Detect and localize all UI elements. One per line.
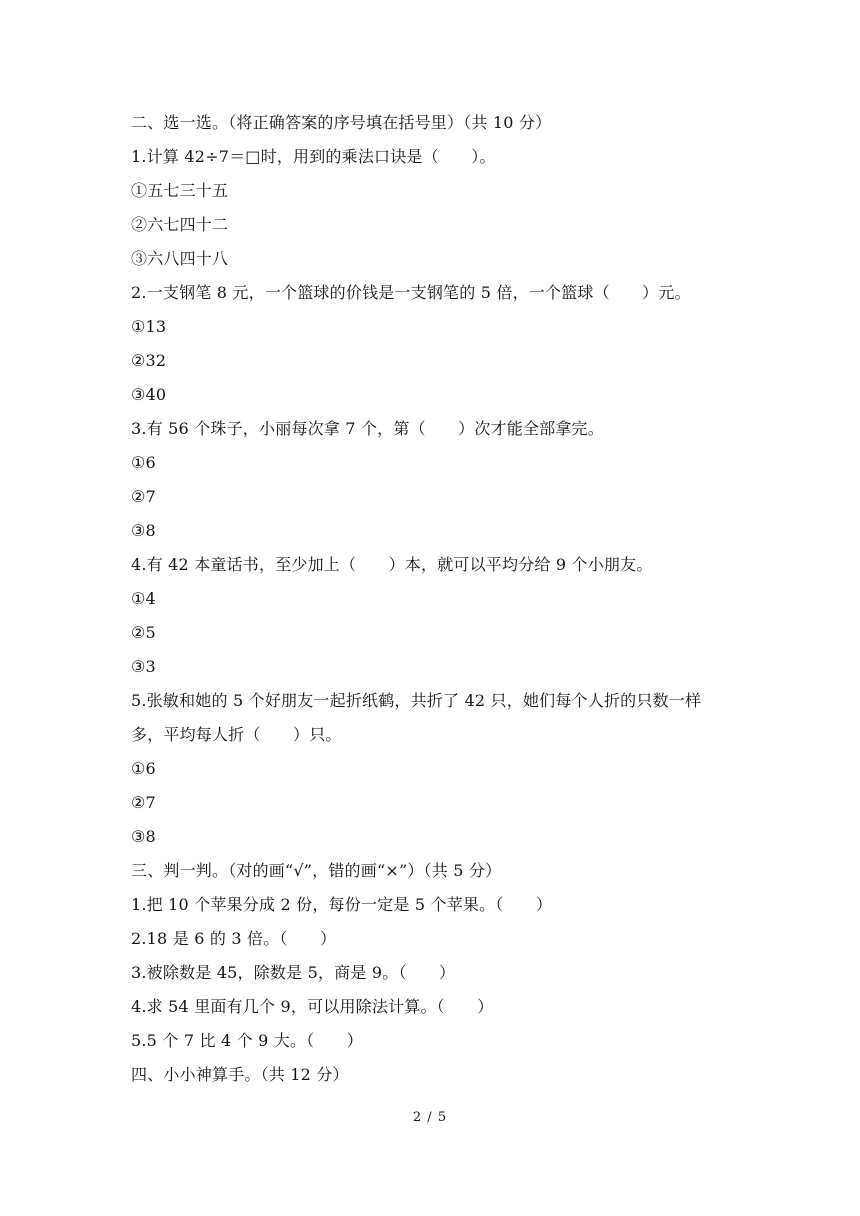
- option-1c: ③六八四十八: [131, 249, 229, 268]
- judge-item-4: 4.求 54 里面有几个 9，可以用除法计算。（ ）: [131, 997, 494, 1016]
- question-1: 1.计算 42÷7＝□时，用到的乘法口诀是（ ）。: [131, 147, 496, 166]
- page-number: 2 / 5: [412, 1110, 448, 1125]
- option-1a: ①五七三十五: [131, 181, 229, 200]
- option-5b: ②7: [131, 793, 156, 812]
- option-3b: ②7: [131, 487, 156, 506]
- question-5-line-1: 5.张敏和她的 5 个好朋友一起折纸鹤，共折了 42 只，她们每个人折的只数一样: [131, 691, 702, 710]
- document-body: [131, 106, 751, 1092]
- question-4: 4.有 42 本童话书，至少加上（ ）本，就可以平均分给 9 个小朋友。: [131, 555, 653, 574]
- question-5-line-2: 多，平均每人折（ ）只。: [131, 725, 342, 744]
- section-heading-judge: 三、判一判。（对的画“√”，错的画“×”）（共 5 分）: [131, 861, 502, 880]
- option-2a: ①13: [131, 317, 167, 336]
- option-2b: ②32: [131, 351, 167, 370]
- judge-item-2: 2.18 是 6 的 3 倍。（ ）: [131, 929, 337, 948]
- judge-item-3: 3.被除数是 45，除数是 5，商是 9。（ ）: [131, 963, 456, 982]
- section-heading-choose: 二、选一选。（将正确答案的序号填在括号里）（共 10 分）: [131, 113, 552, 132]
- judge-item-5: 5.5 个 7 比 4 个 9 大。（ ）: [131, 1031, 363, 1050]
- option-5c: ③8: [131, 827, 156, 846]
- option-4b: ②5: [131, 623, 156, 642]
- option-3a: ①6: [131, 453, 156, 472]
- question-3: 3.有 56 个珠子，小丽每次拿 7 个，第（ ）次才能全部拿完。: [131, 419, 604, 438]
- question-2: 2.一支钢笔 8 元，一个篮球的价钱是一支钢笔的 5 倍，一个篮球（ ）元。: [131, 283, 691, 302]
- judge-item-1: 1.把 10 个苹果分成 2 份，每份一定是 5 个苹果。（ ）: [131, 895, 553, 914]
- option-4a: ①4: [131, 589, 156, 608]
- section-heading-calculate: 四、小小神算手。（共 12 分）: [131, 1065, 349, 1084]
- option-1b: ②六七四十二: [131, 215, 229, 234]
- option-5a: ①6: [131, 759, 156, 778]
- option-4c: ③3: [131, 657, 156, 676]
- option-2c: ③40: [131, 385, 167, 404]
- option-3c: ③8: [131, 521, 156, 540]
